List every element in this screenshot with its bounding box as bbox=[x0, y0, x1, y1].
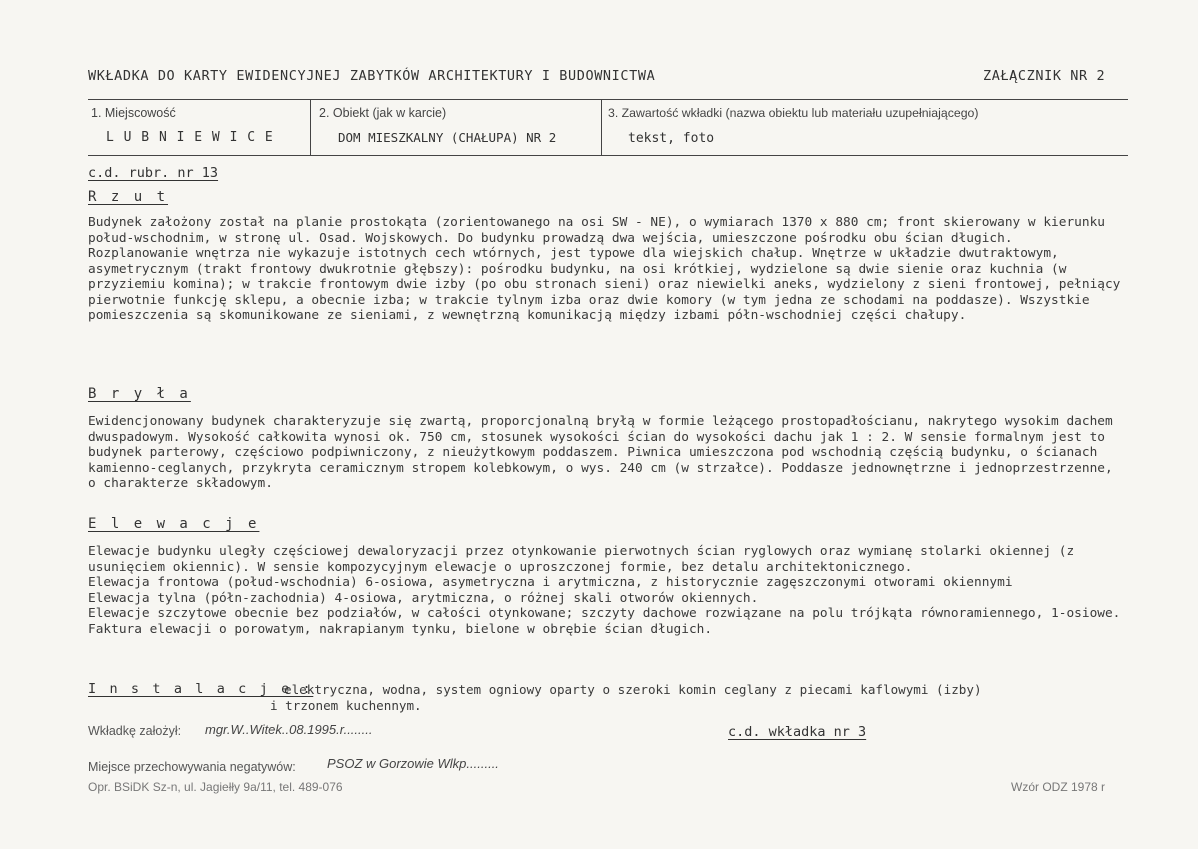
negatives-label: Miejsce przechowywania negatywów: bbox=[88, 760, 296, 774]
section-heading-elewacje: E l e w a c j e bbox=[88, 516, 260, 532]
object-value: DOM MIESZKALNY (CHAŁUPA) NR 2 bbox=[338, 130, 557, 145]
continuation-heading: c.d. rubr. nr 13 bbox=[88, 165, 219, 181]
section-text-bryla bbox=[88, 414, 1123, 492]
form-title: WKŁADKA DO KARTY EWIDENCYJNEJ ZABYTKÓW ARCHITEKTURY I BUDOWNICTWA bbox=[88, 68, 656, 84]
paragraph: Rozplanowanie wnętrza nie wykazuje istotnych cech wtórnych, jest typowe dla wiejskich chałup. Wnętrze w układzie dwutraktowym, asymetrycznym (trakt frontowy dwukrotnie głębszy): pośrodku budynku, na osi krótkiej, wydzielone są dwie sienie oraz kuchnia (w przyziemiu komina); w trakcie frontowym dwie izby (po obu stronach sieni) oraz niewielki aneks, wydzielony z sieni frontowej, pełniący pierwotnie funkcję sklepu, a obecnie izba; w trakcie tylnym izba oraz dwie komory (w tym jedna ze schodami na poddasze). Wszystkie pomieszczenia są skomunikowane ze sieniami, z wewnętrzną komunikacją między izbami półn-wschodniej części chałupy. bbox=[88, 246, 1121, 323]
paragraph: Elewacja tylna (półn-zachodnia) 4-osiowa, arytmiczna, o różnej skali otworów okiennych. bbox=[88, 590, 759, 606]
paragraph: Elewacje budynku uległy częściowej dewaloryzacji przez otynkowanie pierwotnych ścian ryglowych oraz wymianę stolarki okiennej (z usunięciem okiennic). W sensie kompozycyjnym elewacje o uproszczonej formie, bez detalu architektonicznego. bbox=[88, 544, 1075, 575]
next-insert-heading: c.d. wkładka nr 3 bbox=[728, 724, 867, 740]
locality-label: 1. Miejscowość bbox=[91, 106, 176, 120]
author-value: mgr.W..Witek..08.1995.r........ bbox=[205, 722, 373, 737]
section-heading-instalacje: I n s t a l a c j e : bbox=[88, 681, 314, 697]
box-bottom-rule bbox=[88, 155, 1128, 156]
paragraph: Elewacja frontowa (połud-wschodnia) 6-osiowa, asymetryczna i arytmiczna, z historycznie zagęszczonymi otworami okiennymi bbox=[88, 575, 1013, 590]
object-label: 2. Obiekt (jak w karcie) bbox=[319, 106, 447, 120]
section-text-rzut bbox=[88, 215, 1123, 324]
box-divider-1 bbox=[310, 99, 311, 155]
locality-value: L U B N I E W I C E bbox=[106, 130, 274, 145]
section-text-elewacje bbox=[88, 544, 1123, 637]
negatives-value: PSOZ w Gorzowie Wlkp......... bbox=[327, 756, 499, 771]
paragraph: Budynek założony został na planie prostokąta (zorientowanego na osi SW - NE), o wymiarach 1370 x 880 cm; front skierowany w kierunku połud-wschodnim, w stronę ul. Osad. Wojskowych. Do budynku prowadzą dwa wejścia, umieszczone pośrodku obu ścian długich. bbox=[88, 215, 1105, 246]
author-label: Wkładkę założył: bbox=[88, 724, 182, 738]
form-template-info: Wzór ODZ 1978 r bbox=[1011, 780, 1106, 794]
annex-number: ZAŁĄCZNIK NR 2 bbox=[983, 68, 1106, 84]
box-top-rule bbox=[88, 99, 1128, 100]
paragraph: Ewidencjonowany budynek charakteryzuje się zwartą, proporcjonalną bryłą w formie leżącego prostopadłościanu, nakrytego wysokim dachem dwuspadowym. Wysokość całkowita wynosi ok. 750 cm, stosunek wysokości ścian do wysokości dachu jak 1 : 2. W sensie formalnym jest to budynek parterowy, częściowo podpiwniczony, z nieużytkowym poddaszem. Piwnica umieszczona pod wschodnią częścią budynku, o ścianach kamienno-ceglanych, przykryta ceramicznym stropem kolebkowym, o wys. 240 cm (w strzałce). Poddasze jednownętrzne i jednoprzestrzenne, o charakterze składowym. bbox=[88, 414, 1113, 491]
paragraph: Elewacje szczytowe obecnie bez podziałów, w całości otynkowane; szczyty dachowe rozwiązane na polu trójkąta równoramiennego, 1-osiowe. bbox=[88, 606, 1121, 621]
contents-label: 3. Zawartość wkładki (nazwa obiektu lub materiału uzupełniającego) bbox=[608, 106, 979, 120]
installations-line-1: elektryczna, wodna, system ogniowy oparty o szeroki komin ceglany z piecami kaflowymi (izby) bbox=[284, 682, 982, 697]
installations-line-2: i trzonem kuchennym. bbox=[270, 698, 422, 713]
box-divider-2 bbox=[601, 99, 602, 155]
section-heading-bryla: B r y ł a bbox=[88, 386, 191, 402]
section-heading-rzut: R z u t bbox=[88, 189, 169, 205]
printer-info: Opr. BSiDK Sz-n, ul. Jagiełły 9a/11, tel. 489-076 bbox=[88, 780, 343, 794]
paragraph: Faktura elewacji o porowatym, nakrapianym tynku, bielone w obrębie ścian długich. bbox=[88, 621, 713, 637]
contents-value: tekst, foto bbox=[628, 131, 715, 146]
